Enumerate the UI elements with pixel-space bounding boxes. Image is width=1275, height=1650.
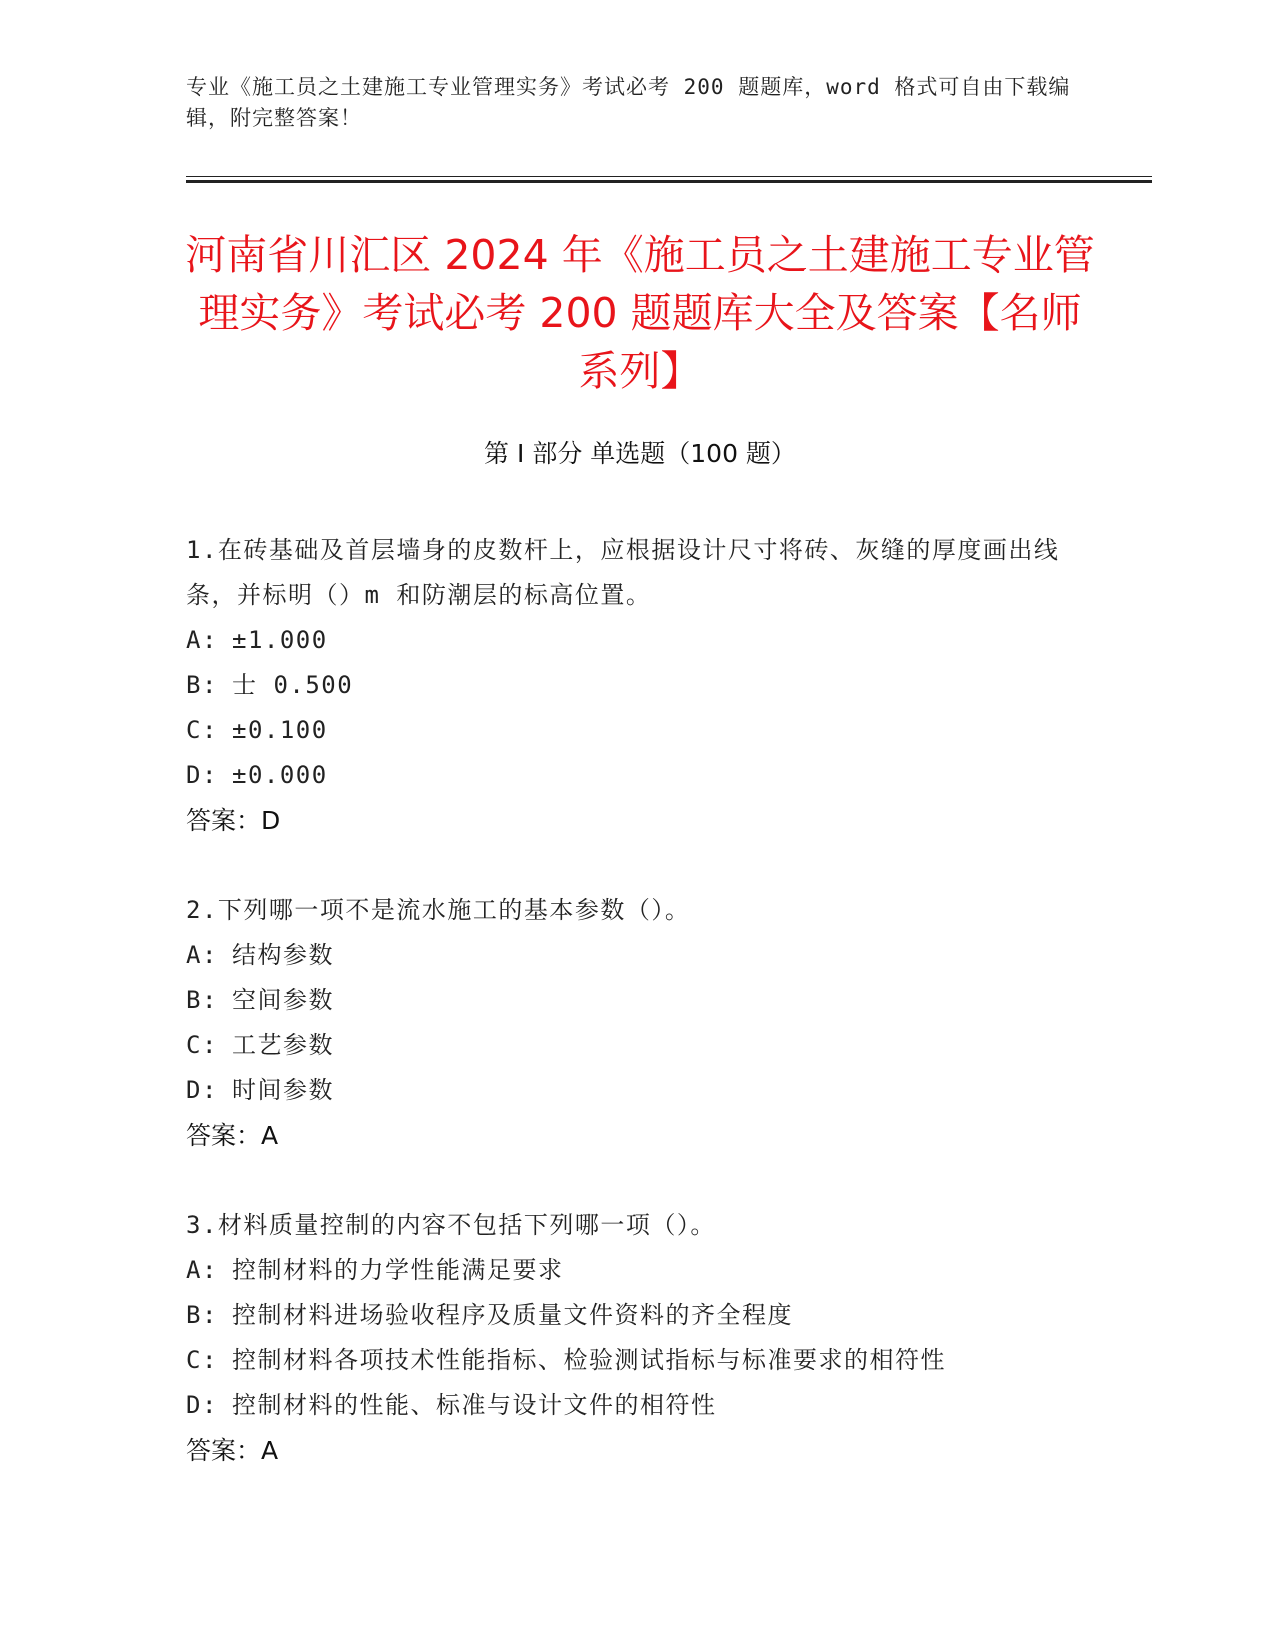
option-text: 工艺参数 <box>232 1031 334 1059</box>
option-key: B: <box>186 986 218 1014</box>
option-text: ±1.000 <box>232 626 328 654</box>
option-text: ±0.100 <box>232 716 328 744</box>
option-d <box>186 1383 1086 1428</box>
question-list <box>186 528 1086 1518</box>
option-d <box>186 753 1086 798</box>
header-divider-thick <box>186 180 1152 183</box>
document-title: 河南省川汇区 2024 年《施工员之土建施工专业管理实务》考试必考 200 题题库大全及答案【名师系列】 <box>185 231 1095 395</box>
option-key: B: <box>186 671 218 699</box>
question-3 <box>186 1203 1086 1474</box>
option-key: A: <box>186 941 218 969</box>
option-text: 控制材料的性能、标准与设计文件的相符性 <box>232 1391 717 1419</box>
option-text: ±0.000 <box>232 761 328 789</box>
answer-label: 答案： <box>186 806 262 835</box>
option-b <box>186 663 1086 708</box>
option-b <box>186 1293 1086 1338</box>
answer-line <box>186 1113 1086 1159</box>
question-1 <box>186 528 1086 844</box>
option-text: 控制材料的力学性能满足要求 <box>232 1256 564 1284</box>
header-note: 专业《施工员之土建施工专业管理实务》考试必考 200 题题库，word 格式可自由下载编辑，附完整答案！ <box>186 75 1071 130</box>
option-key: A: <box>186 1256 218 1284</box>
option-a <box>186 933 1086 978</box>
answer-value: D <box>261 806 281 835</box>
option-c <box>186 1023 1086 1068</box>
option-b <box>186 978 1086 1023</box>
question-stem: 2.下列哪一项不是流水施工的基本参数（）。 <box>186 896 691 924</box>
option-key: C: <box>186 1346 218 1374</box>
option-key: A: <box>186 626 218 654</box>
option-key: D: <box>186 761 218 789</box>
option-key: D: <box>186 1076 218 1104</box>
option-text: 士 0.500 <box>232 671 354 699</box>
section-title: 第 I 部分 单选题（100 题） <box>484 439 796 468</box>
option-text: 时间参数 <box>232 1076 334 1104</box>
option-key: C: <box>186 1031 218 1059</box>
option-text: 控制材料进场验收程序及质量文件资料的齐全程度 <box>232 1301 793 1329</box>
answer-label: 答案： <box>186 1436 262 1465</box>
option-a <box>186 1248 1086 1293</box>
header-divider-thin <box>186 176 1152 177</box>
answer-line <box>186 1428 1086 1474</box>
question-2 <box>186 888 1086 1159</box>
question-stem: 3.材料质量控制的内容不包括下列哪一项（）。 <box>186 1211 716 1239</box>
option-text: 空间参数 <box>232 986 334 1014</box>
answer-value: A <box>261 1436 279 1465</box>
answer-value: A <box>261 1121 279 1150</box>
option-c <box>186 1338 1086 1383</box>
option-text: 结构参数 <box>232 941 334 969</box>
answer-label: 答案： <box>186 1121 262 1150</box>
option-key: B: <box>186 1301 218 1329</box>
option-key: D: <box>186 1391 218 1419</box>
answer-line <box>186 798 1086 844</box>
option-d <box>186 1068 1086 1113</box>
option-c <box>186 708 1086 753</box>
option-a <box>186 618 1086 663</box>
option-text: 控制材料各项技术性能指标、检验测试指标与标准要求的相符性 <box>232 1346 946 1374</box>
option-key: C: <box>186 716 218 744</box>
question-stem: 1.在砖基础及首层墙身的皮数杆上，应根据设计尺寸将砖、灰缝的厚度画出线条，并标明（）m 和防潮层的标高位置。 <box>186 536 1060 609</box>
